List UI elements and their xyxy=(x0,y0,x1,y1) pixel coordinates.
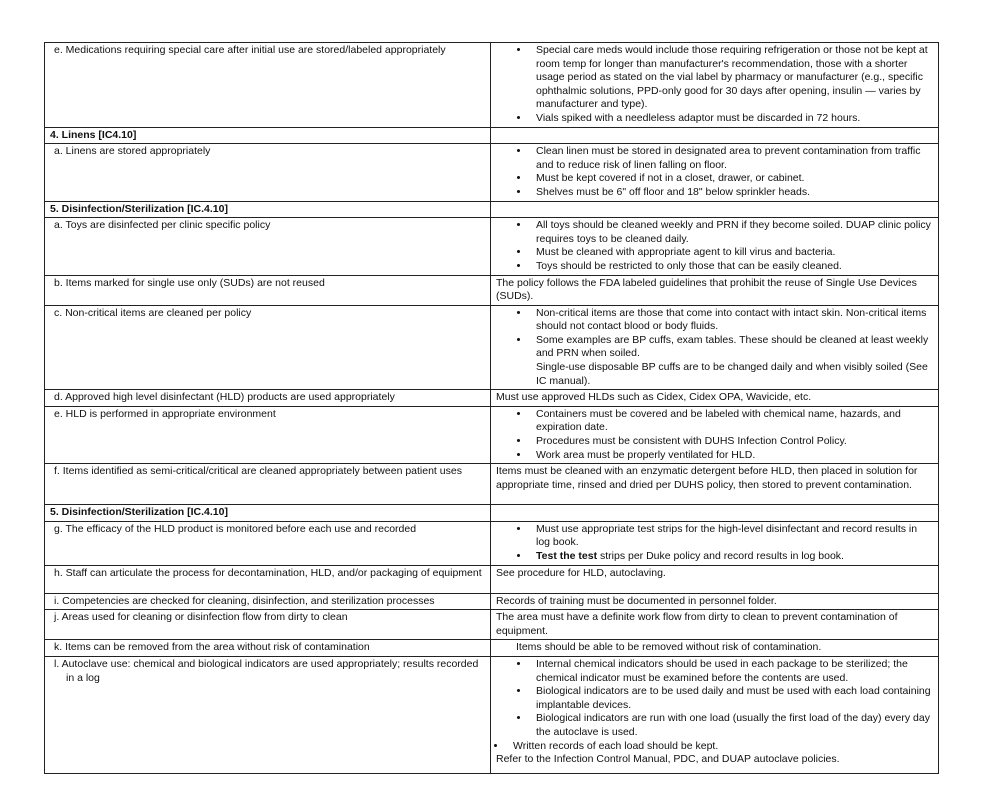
guidance-cell: The area must have a definite work flow from dirty to clean to prevent contamination of equipment. xyxy=(491,610,939,640)
criterion-text: e. HLD is performed in appropriate environment xyxy=(54,407,276,420)
checklist-table xyxy=(44,42,939,774)
list-item: • Must be kept covered if not in a closet, drawer, or cabinet. xyxy=(530,172,934,186)
criterion-text: a. Linens are stored appropriately xyxy=(54,145,211,158)
criterion-text: i. Competencies are checked for cleaning, disinfection, and sterilization processes xyxy=(54,594,435,607)
table-row xyxy=(45,144,939,201)
list-item: • Non-critical items are those that come into contact with intact skin. Non-critical items should not contact blood or body fluids. xyxy=(530,307,934,334)
guidance-cell xyxy=(491,218,939,275)
list-item xyxy=(530,550,934,564)
criterion-cell xyxy=(45,610,491,640)
criterion-text: d. Approved high level disinfectant (HLD) products are used appropriately xyxy=(54,391,395,404)
guidance-cell: See procedure for HLD, autoclaving. xyxy=(491,565,939,593)
empty-cell xyxy=(491,201,939,218)
criterion-text: b. Items marked for single use only (SUDs) are not reused xyxy=(54,276,325,289)
list-item: • Internal chemical indicators should be used in each package to be sterilized; the chemical indicator must be examined before the contents are used. xyxy=(530,658,934,685)
empty-cell xyxy=(491,505,939,522)
criterion-cell xyxy=(45,43,491,128)
list-item: • Biological indicators are to be used daily and must be used with each load containing implantable devices. xyxy=(530,685,934,712)
list-item: • Biological indicators are run with one load (usually the first load of the day) every day the autoclave is used. xyxy=(530,712,934,739)
table-row xyxy=(45,640,939,657)
section-title: 5. Disinfection/Sterilization [IC.4.10] xyxy=(45,505,491,522)
criterion-cell xyxy=(45,521,491,565)
table-row xyxy=(45,521,939,565)
table-row xyxy=(45,406,939,463)
list-item: • Toys should be restricted to only those that can be easily cleaned. xyxy=(530,260,934,274)
criterion-cell xyxy=(45,593,491,610)
list-item: • Containers must be covered and be labeled with chemical name, hazards, and expiration date. xyxy=(530,408,934,435)
table-row xyxy=(45,43,939,128)
guidance-cell: The policy follows the FDA labeled guidelines that prohibit the reuse of Single Use Devices (SUDs). xyxy=(491,275,939,305)
criterion-cell xyxy=(45,218,491,275)
guidance-cell xyxy=(491,305,939,390)
list-item: • Clean linen must be stored in designated area to prevent contamination from traffic and to reduce risk of linen falling on floor. xyxy=(530,145,934,172)
list-item: • Written records of each load should be kept. xyxy=(507,740,934,754)
bullet-list xyxy=(496,658,934,740)
guidance-text: Items should be able to be removed without risk of contamination. xyxy=(516,641,822,654)
criterion-text: l. Autoclave use: chemical and biological indicators are used appropriately; results recorded in a log xyxy=(54,657,479,684)
criterion-cell xyxy=(45,640,491,657)
criterion-text: a. Toys are disinfected per clinic specific policy xyxy=(54,219,271,232)
section-title: 5. Disinfection/Sterilization [IC.4.10] xyxy=(45,201,491,218)
criterion-text: h. Staff can articulate the process for decontamination, HLD, and/or packaging of equipment xyxy=(54,566,482,579)
continuation-text: Single-use disposable BP cuffs are to be changed daily and when visibly soiled (See IC manual). xyxy=(536,361,928,387)
criterion-cell xyxy=(45,305,491,390)
criterion-cell xyxy=(45,275,491,305)
criterion-text: c. Non-critical items are cleaned per policy xyxy=(54,306,252,319)
table-row xyxy=(45,275,939,305)
table-row xyxy=(45,218,939,275)
guidance-cell xyxy=(491,640,939,657)
criterion-cell xyxy=(45,565,491,593)
table-row xyxy=(45,305,939,390)
criterion-cell xyxy=(45,390,491,407)
emphasis-text: Test the test xyxy=(536,550,598,562)
guidance-cell xyxy=(491,144,939,201)
guidance-cell: Records of training must be documented in personnel folder. xyxy=(491,593,939,610)
list-item: • Vials spiked with a needleless adaptor must be discarded in 72 hours. xyxy=(530,112,934,126)
list-item: • All toys should be cleaned weekly and PRN if they become soiled. DUAP clinic policy requires toys to be cleaned daily. xyxy=(530,219,934,246)
list-item: • Procedures must be consistent with DUHS Infection Control Policy. xyxy=(530,435,934,449)
table-row xyxy=(45,610,939,640)
criterion-text: j. Areas used for cleaning or disinfection flow from dirty to clean xyxy=(54,611,348,624)
empty-cell xyxy=(491,127,939,144)
section-header-row xyxy=(45,505,939,522)
criterion-cell xyxy=(45,144,491,201)
footer-note: Refer to the Infection Control Manual, PDC, and DUAP autoclave policies. xyxy=(496,753,840,766)
criterion-text: g. The efficacy of the HLD product is monitored before each use and recorded xyxy=(54,522,417,535)
guidance-cell: Must use approved HLDs such as Cidex, Cidex OPA, Wavicide, etc. xyxy=(491,390,939,407)
criterion-text: e. Medications requiring special care after initial use are stored/labeled appropriately xyxy=(54,44,446,56)
guidance-cell: Items must be cleaned with an enzymatic detergent before HLD, then placed in solution for appropriate time, rinsed and dried per DUHS policy, then stored to prevent contamination. xyxy=(491,464,939,505)
list-item: • Must use appropriate test strips for the high-level disinfectant and record results in log book. xyxy=(530,523,934,550)
criterion-text: k. Items can be removed from the area without risk of contamination xyxy=(54,641,370,654)
criterion-text: f. Items identified as semi-critical/critical are cleaned appropriately between patient uses xyxy=(54,465,462,478)
list-item: • Shelves must be 6" off floor and 18" below sprinkler heads. xyxy=(530,186,934,200)
criterion-cell xyxy=(45,656,491,773)
bullet-list xyxy=(496,408,934,462)
criterion-cell xyxy=(45,464,491,505)
guidance-cell xyxy=(491,43,939,128)
section-title: 4. Linens [IC4.10] xyxy=(45,127,491,144)
criterion-cell xyxy=(45,406,491,463)
guidance-cell xyxy=(491,406,939,463)
list-item: • Special care meds would include those requiring refrigeration or those not be kept at room temp for longer than manufacturer's recommendation, those with a shorter usage period as stated on the vial label by pharmacy or manufacturer (e.g., specific ophthalmic solutions, PPD-only good for 30 days after opening, insulin — varies by manufacturer and type). xyxy=(530,44,934,112)
bullet-list xyxy=(496,523,934,564)
list-item: • Work area must be properly ventilated for HLD. xyxy=(530,449,934,463)
bullet-list xyxy=(496,307,934,361)
table-row xyxy=(45,593,939,610)
table-row xyxy=(45,390,939,407)
section-header-row xyxy=(45,201,939,218)
list-item: • Must be cleaned with appropriate agent to kill virus and bacteria. xyxy=(530,246,934,260)
guidance-cell xyxy=(491,656,939,773)
bullet-list xyxy=(496,44,934,126)
bullet-list xyxy=(496,219,934,273)
guidance-cell xyxy=(491,521,939,565)
table-row xyxy=(45,656,939,773)
list-item: • Some examples are BP cuffs, exam tables. These should be cleaned at least weekly and PRN when soiled. xyxy=(530,334,934,361)
bullet-list xyxy=(496,145,934,199)
table-row xyxy=(45,464,939,505)
section-header-row xyxy=(45,127,939,144)
bullet-list xyxy=(496,740,934,754)
list-item-text: strips per Duke policy and record results in log book. xyxy=(597,550,844,562)
table-row xyxy=(45,565,939,593)
